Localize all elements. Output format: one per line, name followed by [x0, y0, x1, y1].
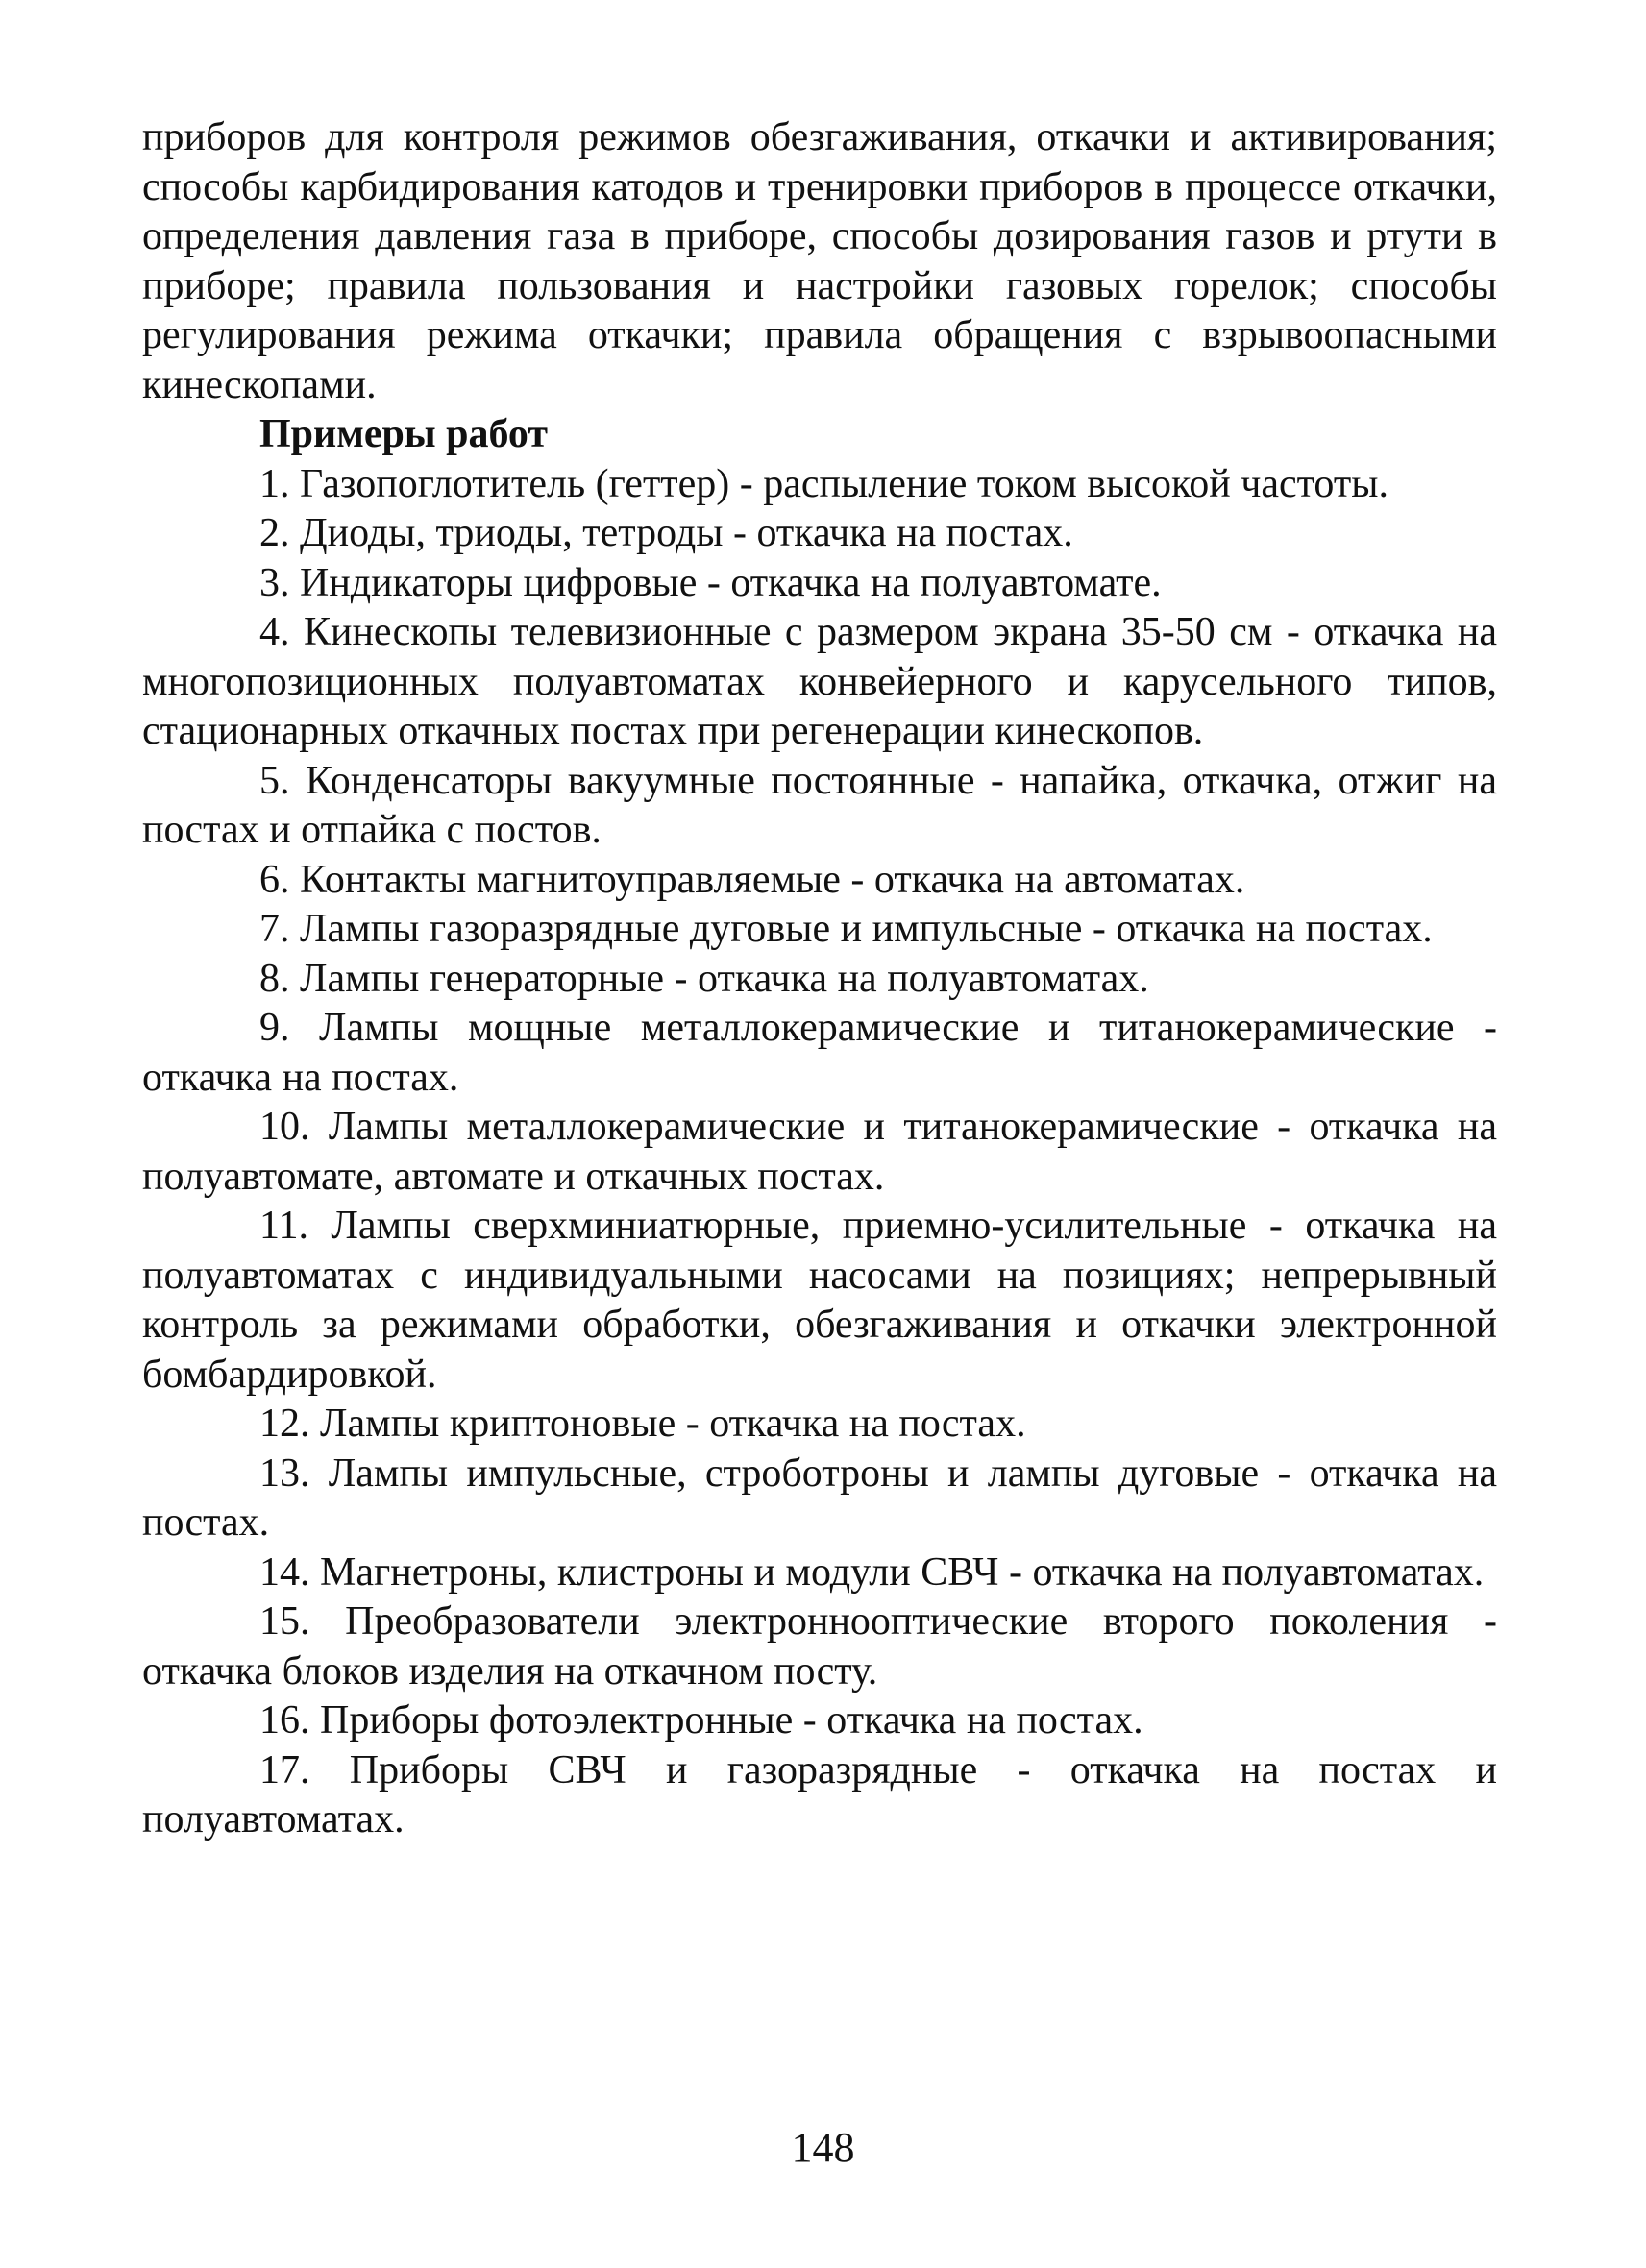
list-item-16: 16. Приборы фотоэлектронные - откачка на постах. [259, 1698, 1143, 1743]
list-item-1: 1. Газопоглотитель (геттер) - распыление током высокой частоты. [259, 461, 1388, 506]
list-item-10: 10. Лампы металлокерамические и титанокерамические - откачка на полуавтомате, автомате и откачных постах. [142, 1105, 1497, 1199]
list-item-15: 15. Преобразователи электроннооптические второго поколения - откачка блоков изделия на откачном посту. [142, 1599, 1497, 1694]
page-number: 148 [791, 2124, 855, 2171]
list-item-7: 7. Лампы газоразрядные дуговые и импульсные - откачка на постах. [259, 907, 1433, 951]
list-item-8: 8. Лампы генераторные - откачка на полуавтоматах. [259, 956, 1149, 1001]
list-item-4: 4. Кинескопы телевизионные с размером экрана 35-50 см - откачка на многопозиционных полуавтоматах конвейерного и карусельного типов, стационарных откачных постах при регенерации кинескопов. [142, 610, 1497, 753]
list-item-12: 12. Лампы криптоновые - откачка на постах. [259, 1402, 1026, 1446]
list-item-11: 11. Лампы сверхминиатюрные, приемно-усилительные - откачка на полуавтоматах с индивидуальными насосами на позициях; непрерывный контроль за режимами обработки, обезгаживания и откачки электронной бомбардировкой. [142, 1204, 1497, 1397]
list-item-6: 6. Контакты магнитоуправляемые - откачка на автоматах. [259, 857, 1245, 902]
list-item-5: 5. Конденсаторы вакуумные постоянные - напайка, откачка, отжиг на постах и отпайка с постов. [142, 758, 1497, 852]
list-item-13: 13. Лампы импульсные, строботроны и лампы дуговые - откачка на постах. [142, 1451, 1497, 1545]
list-item-14: 14. Магнетроны, клистроны и модули СВЧ - откачка на полуавтоматах. [259, 1549, 1485, 1595]
intro-paragraph: приборов для контроля режимов обезгаживания, откачки и активирования; способы карбидирования катодов и тренировки приборов в процессе откачки, определения давления газа в приборе, способы дозирования газов и ртути в приборе; правила пользования и настройки газовых горелок; способы регулирования режима откачки; правила обращения с взрывоопасными кинескопами. [142, 115, 1497, 407]
list-item-2: 2. Диоды, триоды, тетроды - откачка на постах. [259, 511, 1073, 555]
list-item-9: 9. Лампы мощные металлокерамические и титанокерамические - откачка на постах. [142, 1006, 1497, 1100]
document-page [142, 113, 1497, 1845]
list-item-17: 17. Приборы СВЧ и газоразрядные - откачка на постах и полуавтоматах. [142, 1747, 1497, 1841]
list-item-3: 3. Индикаторы цифровые - откачка на полуавтомате. [259, 560, 1162, 605]
section-heading: Примеры работ [259, 412, 549, 456]
